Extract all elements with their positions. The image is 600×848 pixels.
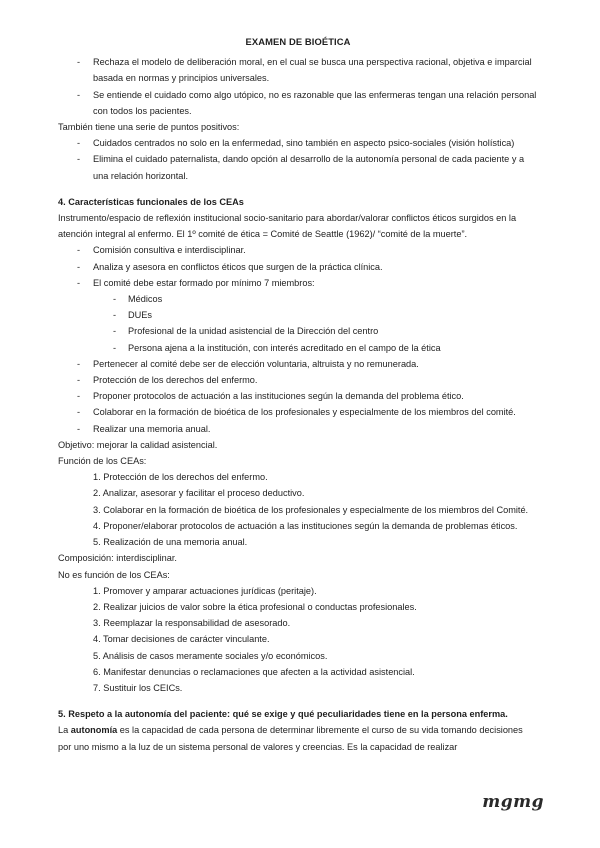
list-item: - Cuidados centrados no solo en la enfermedad, sino también en aspecto psico-sociales (visión holística)	[58, 135, 538, 151]
list-item: - Pertenecer al comité debe ser de elección voluntaria, altruista y no remunerada.	[58, 356, 538, 372]
paragraph: Instrumento/espacio de reflexión institucional socio-sanitario para abordar/valorar conflictos éticos surgidos en la atención integral al enfermo. El 1º comité de ética = Comité de Seattle (1962)/ “comité de la muerte”.	[58, 213, 517, 240]
numbered-item: 1. Promover y amparar actuaciones jurídicas (peritaje).	[93, 585, 317, 596]
list-item: - El comité debe estar formado por mínimo 7 miembros:	[58, 275, 538, 291]
numbered-item: 3. Colaborar en la formación de bioética de los profesionales y especialmente de los miembros del Comité.	[93, 504, 529, 515]
page-title: EXAMEN DE BIOÉTICA	[245, 36, 351, 47]
numbered-item: 1. Protección de los derechos del enfermo.	[93, 472, 268, 483]
numbered-item: 4. Proponer/elaborar protocolos de actuación a las instituciones según la demanda de problemas éticos.	[93, 520, 518, 531]
paragraph	[58, 722, 538, 754]
list-item: - Colaborar en la formación de bioética de los profesionales y especialmente de los miembros del comité.	[58, 404, 538, 420]
section-heading: 5. Respeto a la autonomía del paciente: qué se exige y qué peculiaridades tiene en la persona enferma.	[58, 709, 508, 720]
list-item: - Proponer protocolos de actuación a las instituciones según la demanda del problema ético.	[58, 388, 538, 404]
signature: mgmg	[482, 791, 544, 812]
paragraph: Composición: interdisciplinar.	[58, 553, 177, 564]
numbered-item: 5. Análisis de casos meramente sociales y/o económicos.	[93, 650, 328, 661]
body-text: es la capacidad de cada persona de determinar libremente el curso de su vida tomando decisiones por uno mismo a la luz de un sistema personal de valores y creencias. Es la capacidad de realizar	[58, 725, 523, 752]
section-heading: 4. Características funcionales de los CEAs	[58, 196, 244, 207]
list-item: - Elimina el cuidado paternalista, dando opción al desarrollo de la autonomía personal de cada paciente y a una relación horizontal.	[58, 151, 538, 183]
numbered-item: 4. Tomar decisiones de carácter vinculante.	[93, 634, 270, 645]
sub-list-item: - Persona ajena a la institución, con interés acreditado en el campo de la ética	[58, 340, 538, 356]
list-item: - Realizar una memoria anual.	[58, 421, 538, 437]
numbered-item: 6. Manifestar denuncias o reclamaciones que afecten a la actividad asistencial.	[93, 666, 415, 677]
numbered-item: 2. Realizar juicios de valor sobre la ética profesional o conductas profesionales.	[93, 601, 417, 612]
sub-list-item: - Médicos	[58, 291, 538, 307]
list-item: - Se entiende el cuidado como algo utópico, no es razonable que las enfermeras tengan una relación personal con todos los pacientes.	[58, 87, 538, 119]
numbered-item: 7. Sustituir los CEICs.	[93, 682, 183, 693]
sub-list-item: - DUEs	[58, 307, 538, 323]
paragraph: No es función de los CEAs:	[58, 569, 170, 580]
numbered-item: 2. Analizar, asesorar y facilitar el proceso deductivo.	[93, 488, 305, 499]
list-item: - Comisión consultiva e interdisciplinar.	[58, 242, 538, 258]
paragraph: Función de los CEAs:	[58, 456, 147, 467]
list-item: - Analiza y asesora en conflictos éticos que surgen de la práctica clínica.	[58, 259, 538, 275]
list-item: - Protección de los derechos del enfermo.	[58, 372, 538, 388]
lead-text: La	[58, 725, 71, 736]
numbered-item: 3. Reemplazar la responsabilidad de asesorado.	[93, 618, 291, 629]
paragraph: También tiene una serie de puntos positivos:	[58, 122, 240, 133]
sub-list-item: - Profesional de la unidad asistencial de la Dirección del centro	[58, 323, 538, 339]
numbered-item: 5. Realización de una memoria anual.	[93, 537, 248, 548]
paragraph: Objetivo: mejorar la calidad asistencial.	[58, 439, 218, 450]
bold-term: autonomía	[70, 725, 118, 736]
list-item: - Rechaza el modelo de deliberación moral, en el cual se busca una perspectiva racional, objetiva e imparcial basada en normas y principios universales.	[58, 54, 538, 86]
